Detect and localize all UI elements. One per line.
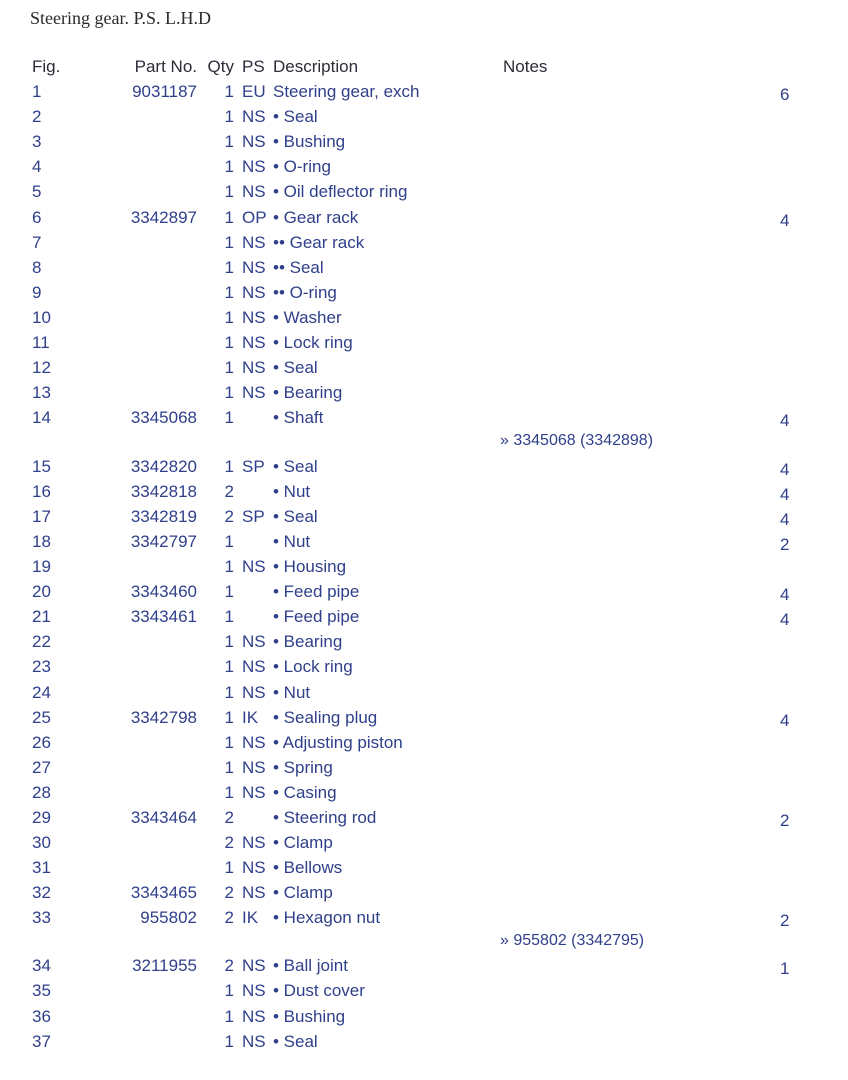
ps-cell: NS: [242, 307, 266, 327]
fig-cell: 1: [32, 82, 42, 101]
part-no-cell: 3211955: [132, 956, 197, 976]
ps-cell: NS: [242, 107, 266, 127]
fig-cell: 5: [32, 182, 42, 202]
qty-cell: 1: [224, 82, 234, 101]
qty-cell: 1: [224, 531, 234, 551]
qty-cell: 1: [224, 582, 234, 602]
table-row: [0, 782, 848, 804]
description-cell: • Seal: [273, 456, 318, 476]
table-row: [0, 757, 848, 779]
part-no-cell: 3343465: [130, 883, 197, 903]
qty-cell: 2: [224, 833, 234, 853]
qty-cell: 2: [224, 506, 234, 526]
fig-cell: 31: [32, 858, 51, 878]
ps-cell: NS: [242, 732, 266, 752]
fig-cell: 37: [32, 1031, 51, 1051]
fig-cell: 25: [32, 707, 51, 727]
qty-cell: 1: [224, 207, 234, 227]
part-no-cell: 3343461: [130, 607, 197, 627]
description-cell: •• Seal: [273, 257, 324, 277]
qty-cell: 1: [224, 408, 234, 428]
description-cell: • Casing: [273, 782, 337, 802]
description-cell: • Lock ring: [273, 657, 353, 677]
table-row: [0, 531, 848, 553]
ps-cell: NS: [242, 883, 266, 903]
fig-cell: 32: [32, 883, 51, 903]
description-cell: • Nut: [273, 682, 311, 702]
fig-cell: 29: [32, 808, 51, 827]
table-row: [0, 181, 848, 203]
table-row: [0, 1031, 848, 1053]
table-row: [0, 907, 848, 929]
description-cell: • Lock ring: [273, 333, 353, 352]
table-row: [0, 232, 848, 254]
qty-cell: 1: [224, 157, 234, 177]
description-cell: • Washer: [273, 307, 342, 327]
table-row: [0, 556, 848, 578]
description-cell: • Bearing: [273, 632, 343, 652]
qty-cell: 1: [224, 107, 234, 127]
notes-cell: 4: [780, 484, 790, 504]
part-no-cell: 3343460: [130, 582, 197, 602]
qty-cell: 1: [224, 232, 234, 252]
notes-cell: 4: [780, 210, 790, 230]
part-no-cell: 9031187: [132, 82, 197, 101]
fig-cell: 11: [32, 333, 50, 352]
ps-cell: NS: [242, 956, 266, 976]
table-row: [0, 257, 848, 279]
fig-cell: 22: [32, 632, 51, 652]
qty-cell: 1: [224, 1031, 234, 1051]
header-description: Description: [273, 57, 359, 76]
description-cell: •• O-ring: [273, 282, 337, 302]
table-row: [0, 631, 848, 653]
description-cell: • Nut: [273, 481, 311, 501]
notes-cell: 4: [780, 610, 790, 630]
ps-cell: NS: [242, 383, 266, 403]
qty-cell: 1: [224, 257, 234, 277]
ps-cell: NS: [242, 858, 266, 878]
ps-cell: NS: [242, 232, 266, 252]
ps-cell: NS: [242, 282, 266, 302]
part-no-cell: 3342897: [130, 207, 197, 227]
fig-cell: 33: [32, 908, 51, 928]
description-cell: • Seal: [273, 1031, 318, 1051]
notes-cell: 4: [780, 710, 790, 730]
description-cell: • Clamp: [273, 883, 333, 903]
header-fig: Fig.: [32, 57, 61, 76]
ps-cell: NS: [242, 257, 266, 277]
qty-cell: 2: [224, 883, 234, 903]
fig-cell: 16: [32, 481, 51, 501]
table-row: [0, 81, 848, 103]
ps-cell: NS: [242, 132, 266, 152]
description-cell: • Bushing: [273, 1006, 346, 1026]
part-no-cell: 3342819: [130, 506, 197, 526]
fig-cell: 20: [32, 582, 51, 602]
fig-cell: 27: [32, 757, 51, 777]
fig-cell: 17: [32, 506, 51, 526]
notes-cell: 4: [780, 585, 790, 605]
qty-cell: 2: [224, 956, 234, 976]
fig-cell: 26: [32, 732, 51, 752]
fig-cell: 30: [32, 833, 51, 853]
table-row: [0, 707, 848, 729]
qty-cell: 1: [224, 607, 234, 627]
fig-cell: 4: [32, 157, 42, 177]
ps-cell: NS: [242, 757, 266, 777]
ps-cell: NS: [242, 782, 266, 802]
qty-cell: 1: [224, 557, 234, 576]
table-row: [0, 307, 848, 329]
fig-cell: 18: [32, 531, 51, 551]
fig-cell: 15: [32, 456, 51, 476]
ps-cell: NS: [242, 981, 266, 1001]
description-cell: Steering gear, exch: [273, 82, 420, 101]
fig-cell: 28: [32, 782, 51, 802]
ps-cell: NS: [242, 358, 266, 378]
part-no-cell: 3342798: [130, 707, 197, 727]
fig-cell: 21: [32, 607, 51, 627]
notes-cell: 2: [780, 811, 790, 830]
qty-cell: 1: [224, 732, 234, 752]
table-row: [0, 332, 848, 354]
fig-cell: 10: [32, 307, 51, 327]
page-title: Steering gear. P.S. L.H.D: [30, 8, 211, 28]
qty-cell: 1: [224, 456, 234, 476]
table-row: [0, 882, 848, 904]
qty-cell: 1: [224, 1006, 234, 1026]
fig-cell: 34: [32, 956, 51, 976]
ps-cell: NS: [242, 833, 266, 853]
fig-cell: 12: [32, 358, 51, 378]
description-cell: • Housing: [273, 557, 347, 576]
table-row: [0, 656, 848, 678]
description-cell: • Bearing: [273, 383, 343, 403]
qty-cell: 1: [224, 182, 234, 202]
qty-cell: 1: [224, 358, 234, 378]
part-no-cell: 3343464: [130, 808, 197, 827]
qty-cell: 1: [224, 132, 234, 152]
fig-cell: 36: [32, 1006, 51, 1026]
qty-cell: 1: [224, 383, 234, 403]
header-part-no: Part No.: [134, 57, 197, 76]
table-row: [0, 131, 848, 153]
table-row: [0, 606, 848, 628]
part-no-cell: 3342820: [130, 456, 197, 476]
qty-cell: 1: [224, 333, 234, 352]
description-cell: • Dust cover: [273, 981, 365, 1001]
qty-cell: 1: [224, 858, 234, 878]
description-cell: • Seal: [273, 358, 318, 378]
qty-cell: 2: [224, 808, 234, 827]
fig-cell: 7: [32, 232, 42, 252]
description-cell: • Sealing plug: [273, 707, 378, 727]
ps-cell: SP: [242, 506, 265, 526]
table-row: [0, 832, 848, 854]
header-qty: Qty: [207, 57, 234, 76]
notes-cell: 2: [780, 534, 790, 554]
qty-cell: 1: [224, 282, 234, 302]
ps-cell: IK: [242, 707, 259, 727]
table-row: [0, 732, 848, 754]
table-row: [0, 682, 848, 704]
qty-cell: 1: [224, 307, 234, 327]
part-no-cell: 955802: [140, 908, 197, 928]
ps-cell: NS: [242, 182, 266, 202]
ps-cell: SP: [242, 456, 265, 476]
part-no-cell: 3345068: [130, 408, 197, 428]
table-row: [0, 357, 848, 379]
qty-cell: 1: [224, 632, 234, 652]
ps-cell: NS: [242, 557, 266, 576]
table-row: [0, 456, 848, 478]
ps-cell: NS: [242, 1031, 266, 1051]
table-row: [0, 382, 848, 404]
ps-cell: EU: [242, 82, 266, 101]
qty-cell: 1: [224, 707, 234, 727]
table-row: [0, 106, 848, 128]
ps-cell: OP: [242, 207, 267, 227]
ps-cell: NS: [242, 682, 266, 702]
description-cell: • Bushing: [273, 132, 346, 152]
description-cell: • Seal: [273, 506, 318, 526]
notes-cell: 2: [780, 911, 790, 931]
qty-cell: 1: [224, 657, 234, 677]
supersession-note-shaft: » 3345068 (3342898): [500, 432, 654, 449]
description-cell: • Spring: [273, 757, 333, 777]
description-cell: • Gear rack: [273, 207, 359, 227]
header-ps: PS: [242, 57, 265, 76]
notes-cell: 4: [780, 411, 790, 431]
description-cell: • Feed pipe: [273, 582, 360, 602]
notes-cell: 1: [780, 959, 790, 979]
description-cell: • Clamp: [273, 833, 333, 853]
description-cell: • Oil deflector ring: [273, 182, 408, 202]
part-no-cell: 3342818: [130, 481, 197, 501]
description-cell: • Adjusting piston: [273, 732, 403, 752]
description-cell: • Nut: [273, 531, 311, 551]
qty-cell: 1: [224, 782, 234, 802]
ps-cell: NS: [242, 632, 266, 652]
ps-cell: NS: [242, 1006, 266, 1026]
qty-cell: 1: [224, 757, 234, 777]
notes-cell: 6: [780, 85, 790, 104]
table-row: [0, 506, 848, 528]
qty-cell: 2: [224, 908, 234, 928]
fig-cell: 8: [32, 257, 42, 277]
table-row: [0, 156, 848, 178]
description-cell: • Hexagon nut: [273, 908, 381, 928]
table-row: [0, 1006, 848, 1028]
table-row: [0, 207, 848, 229]
table-row: [0, 955, 848, 977]
ps-cell: IK: [242, 908, 259, 928]
description-cell: • Feed pipe: [273, 607, 360, 627]
description-cell: • Shaft: [273, 408, 324, 428]
table-row: [0, 282, 848, 304]
header-notes: Notes: [503, 57, 548, 76]
part-no-cell: 3342797: [130, 531, 197, 551]
fig-cell: 19: [32, 557, 51, 576]
ps-cell: NS: [242, 157, 266, 177]
table-row: [0, 407, 848, 429]
ps-cell: NS: [242, 333, 266, 352]
table-row: [0, 807, 848, 829]
supersession-note-hexagon-nut: » 955802 (3342795): [500, 932, 645, 949]
description-cell: • O-ring: [273, 157, 331, 177]
ps-cell: NS: [242, 657, 266, 677]
notes-cell: 4: [780, 459, 790, 479]
qty-cell: 1: [224, 682, 234, 702]
fig-cell: 35: [32, 981, 51, 1001]
fig-cell: 14: [32, 408, 51, 428]
fig-cell: 13: [32, 383, 51, 403]
fig-cell: 6: [32, 207, 42, 227]
notes-cell: 4: [780, 509, 790, 529]
table-row: [0, 481, 848, 503]
description-cell: • Seal: [273, 107, 318, 127]
fig-cell: 23: [32, 657, 51, 677]
table-row: [0, 980, 848, 1002]
table-row: [0, 581, 848, 603]
description-cell: • Bellows: [273, 858, 343, 878]
qty-cell: 1: [224, 981, 234, 1001]
table-row: [0, 857, 848, 879]
fig-cell: 24: [32, 682, 51, 702]
table-header: [0, 56, 848, 78]
description-cell: •• Gear rack: [273, 232, 365, 252]
description-cell: • Steering rod: [273, 808, 377, 827]
fig-cell: 2: [32, 107, 42, 127]
description-cell: • Ball joint: [273, 956, 348, 976]
qty-cell: 2: [224, 481, 234, 501]
fig-cell: 9: [32, 282, 42, 302]
fig-cell: 3: [32, 132, 42, 152]
